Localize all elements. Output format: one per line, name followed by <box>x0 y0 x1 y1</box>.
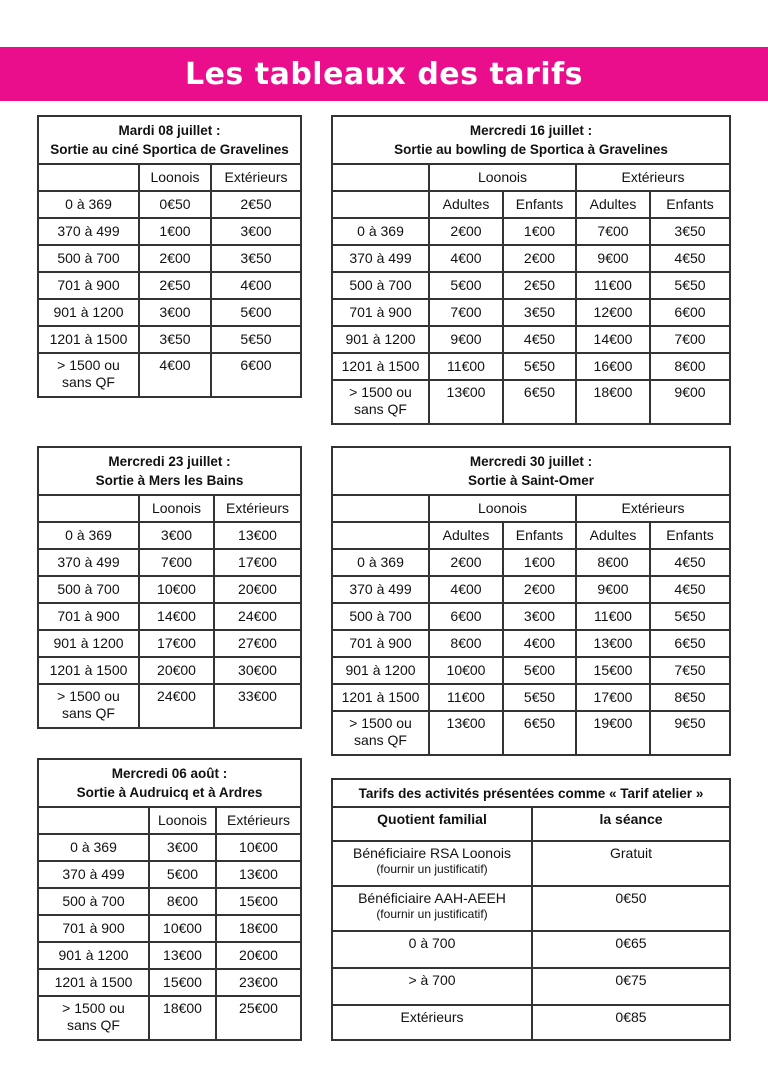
table-row: 0 à 369 0€50 2€50 <box>38 191 301 218</box>
table-row: 0 à 369 2€00 1€00 8€00 4€50 <box>332 549 730 576</box>
header-adultes: Adultes <box>429 522 503 549</box>
table-tarif-atelier <box>331 778 731 1041</box>
header-exterieurs: Extérieurs <box>211 164 301 191</box>
table-row: 701 à 900 2€50 4€00 <box>38 272 301 299</box>
header-enfants: Enfants <box>503 191 576 218</box>
header-enfants: Enfants <box>650 522 730 549</box>
table-row: 701 à 900 8€00 4€00 13€00 6€50 <box>332 630 730 657</box>
table-row: 370 à 499 4€00 2€00 9€00 4€50 <box>332 576 730 603</box>
table-row: > 1500 ou sans QF 13€00 6€50 19€00 9€50 <box>332 711 730 755</box>
header-exterieurs: Extérieurs <box>576 164 730 191</box>
table-row: 901 à 1200 9€00 4€50 14€00 7€00 <box>332 326 730 353</box>
table-row: > 1500 ou sans QF 13€00 6€50 18€00 9€00 <box>332 380 730 424</box>
header-adultes: Adultes <box>576 522 650 549</box>
header-quotient-familial: Quotient familial <box>332 807 532 841</box>
table-title: Mardi 08 juillet : Sortie au ciné Sportica de Gravelines <box>38 116 301 164</box>
table-row: 370 à 499 5€00 13€00 <box>38 861 301 888</box>
table-row: Extérieurs 0€85 <box>332 1005 730 1040</box>
table-mercredi-16-juillet <box>331 115 731 425</box>
table-row: 1201 à 1500 20€00 30€00 <box>38 657 301 684</box>
header-adultes: Adultes <box>576 191 650 218</box>
table-row: 701 à 900 14€00 24€00 <box>38 603 301 630</box>
header-enfants: Enfants <box>650 191 730 218</box>
table-row: 1201 à 1500 3€50 5€50 <box>38 326 301 353</box>
table-row: 901 à 1200 10€00 5€00 15€00 7€50 <box>332 657 730 684</box>
table-row: 701 à 900 10€00 18€00 <box>38 915 301 942</box>
table-row: > 1500 ou sans QF 24€00 33€00 <box>38 684 301 728</box>
table-row: 500 à 700 6€00 3€00 11€00 5€50 <box>332 603 730 630</box>
page-title: Les tableaux des tarifs <box>184 56 584 92</box>
table-row: 701 à 900 7€00 3€50 12€00 6€00 <box>332 299 730 326</box>
table-row: 901 à 1200 13€00 20€00 <box>38 942 301 969</box>
table-row: 901 à 1200 3€00 5€00 <box>38 299 301 326</box>
table-row: 500 à 700 2€00 3€50 <box>38 245 301 272</box>
table-row: 0 à 369 3€00 10€00 <box>38 834 301 861</box>
header-loonois: Loonois <box>429 495 576 522</box>
table-row: 500 à 700 8€00 15€00 <box>38 888 301 915</box>
header-loonois: Loonois <box>149 807 216 834</box>
table-row: 1201 à 1500 11€00 5€50 16€00 8€00 <box>332 353 730 380</box>
table-row: > 1500 ou sans QF 4€00 6€00 <box>38 353 301 397</box>
table-title: Mercredi 16 juillet : Sortie au bowling de Sportica à Gravelines <box>332 116 730 164</box>
table-title: Mercredi 23 juillet : Sortie à Mers les Bains <box>38 447 301 495</box>
table-mercredi-06-aout <box>37 758 302 1041</box>
table-title: Tarifs des activités présentées comme « Tarif atelier » <box>332 779 730 807</box>
table-row: 901 à 1200 17€00 27€00 <box>38 630 301 657</box>
table-row: 0 à 700 0€65 <box>332 931 730 968</box>
table-row: 0 à 369 2€00 1€00 7€00 3€50 <box>332 218 730 245</box>
table-title: Mercredi 30 juillet : Sortie à Saint-Omer <box>332 447 730 495</box>
header-loonois: Loonois <box>139 164 211 191</box>
table-mercredi-30-juillet <box>331 446 731 756</box>
table-mardi-08-juillet <box>37 115 302 398</box>
header-loonois: Loonois <box>139 495 214 522</box>
header-adultes: Adultes <box>429 191 503 218</box>
header-exterieurs: Extérieurs <box>216 807 301 834</box>
header-enfants: Enfants <box>503 522 576 549</box>
table-row: 1201 à 1500 15€00 23€00 <box>38 969 301 996</box>
table-row: Bénéficiaire RSA Loonois (fournir un justificatif) Gratuit <box>332 841 730 886</box>
header-loonois: Loonois <box>429 164 576 191</box>
title-banner <box>0 47 768 101</box>
header-exterieurs: Extérieurs <box>576 495 730 522</box>
header-cell-empty <box>38 164 139 191</box>
table-title: Mercredi 06 août : Sortie à Audruicq et à Ardres <box>38 759 301 807</box>
table-row: > à 700 0€75 <box>332 968 730 1005</box>
table-row: 370 à 499 1€00 3€00 <box>38 218 301 245</box>
table-row: 370 à 499 7€00 17€00 <box>38 549 301 576</box>
table-row: 500 à 700 10€00 20€00 <box>38 576 301 603</box>
header-la-seance: la séance <box>532 807 730 841</box>
header-exterieurs: Extérieurs <box>214 495 301 522</box>
table-row: > 1500 ou sans QF 18€00 25€00 <box>38 996 301 1040</box>
table-row: Bénéficiaire AAH-AEEH (fournir un justificatif) 0€50 <box>332 886 730 931</box>
table-row: 0 à 369 3€00 13€00 <box>38 522 301 549</box>
table-mercredi-23-juillet <box>37 446 302 729</box>
table-row: 370 à 499 4€00 2€00 9€00 4€50 <box>332 245 730 272</box>
table-row: 1201 à 1500 11€00 5€50 17€00 8€50 <box>332 684 730 711</box>
table-row: 500 à 700 5€00 2€50 11€00 5€50 <box>332 272 730 299</box>
